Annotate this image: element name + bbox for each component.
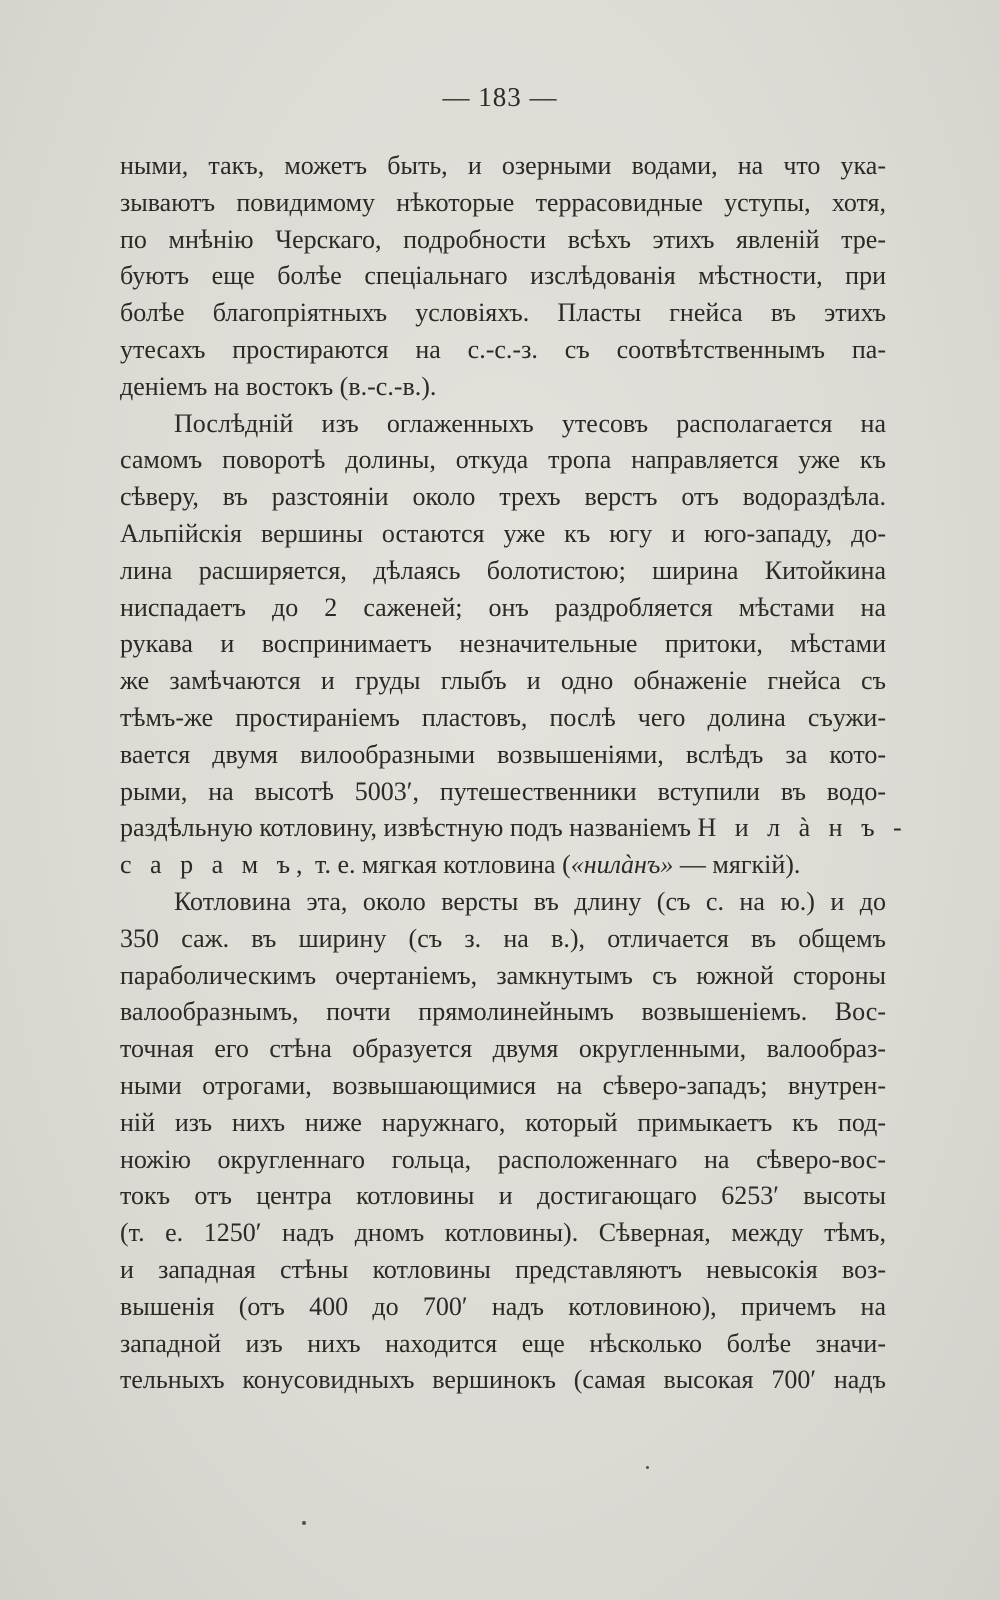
text-line: ножію округленнаго гольца, расположеннаго на сѣверо-вос- — [120, 1144, 886, 1174]
text-line: ниспадаетъ до 2 саженей; онъ раздробляется мѣстами на — [120, 592, 886, 622]
text-line: зываютъ повидимому нѣкоторые террасовидные уступы, хотя, — [120, 187, 886, 217]
text-line: же замѣчаются и груды глыбъ и одно обнаженіе гнейса съ — [120, 666, 886, 696]
text-line: буютъ еще болѣе спеціальнаго изслѣдованія мѣстности, при — [120, 261, 886, 291]
paper-speck — [302, 1521, 306, 1525]
text-line: ными отрогами, возвышающимися на сѣверо-западъ; внутрен- — [120, 1070, 886, 1100]
text-line: тѣмъ-же простираніемъ пластовъ, послѣ чего долина съужи- — [120, 702, 886, 732]
text-line: токъ отъ центра котловины и достигающаго 6253′ высоты — [120, 1181, 886, 1211]
paper-speck — [646, 1466, 649, 1469]
text-line: ній изъ нихъ ниже наружнаго, который примыкаетъ къ под- — [120, 1107, 886, 1137]
text-line: лина расширяется, дѣлаясь болотистою; ширина Китойкина — [120, 555, 886, 585]
text-line: и западная стѣны котловины представляютъ невысокія воз- — [120, 1254, 886, 1284]
text-line: валообразнымъ, почти прямолинейнымъ возвышеніемъ. Вос- — [120, 997, 886, 1027]
text-line: точная его стѣна образуется двумя округленными, валообраз- — [120, 1034, 886, 1064]
text-line: по мнѣнію Черскаго, подробности всѣхъ этихъ явленій тре- — [120, 224, 886, 254]
text-line: тельныхъ конусовидныхъ вершинокъ (самая высокая 700′ надъ — [120, 1365, 886, 1395]
text-line: 350 саж. въ ширину (съ з. на в.), отличается въ общемъ — [120, 923, 886, 953]
text-line: рыми, на высотѣ 5003′, путешественники вступили въ водо- — [120, 776, 886, 806]
body-text — [120, 148, 908, 1399]
text-line: западной изъ нихъ находится еще нѣсколько болѣе значи- — [120, 1328, 886, 1358]
text-line: деніемъ на востокъ (в.-с.-в.). — [120, 371, 437, 401]
text-line: вается двумя вилообразными возвышеніями, вслѣдъ за кото- — [120, 739, 886, 769]
text-line: ными, такъ, можетъ быть, и озерными водами, на что ука- — [120, 151, 886, 180]
italic-term: «нилàнъ» — [570, 850, 674, 880]
spaced-name: с а р а м ъ, — [120, 850, 309, 880]
text-line: утесахъ простираются на с.-с.-з. съ соотвѣтственнымъ па- — [120, 334, 886, 364]
text-line — [120, 810, 908, 847]
line-text: — мягкій). — [673, 850, 801, 880]
paragraph-start: Котловина эта, около версты въ длину (съ с. на ю.) и до — [174, 886, 886, 916]
text-line: болѣе благопріятныхъ условіяхъ. Пласты гнейса въ этихъ — [120, 298, 886, 328]
text-line: самомъ поворотѣ долины, откуда тропа направляется уже къ — [120, 445, 886, 475]
text-line: параболическимъ очертаніемъ, замкнутымъ съ южной стороны — [120, 960, 886, 990]
page-number: — 183 — — [442, 82, 558, 112]
text-line: Альпійскія вершины остаются уже къ югу и юго-западу, до- — [120, 518, 886, 548]
text-line — [120, 847, 886, 884]
line-text: раздѣльную котловину, извѣстную подъ названіемъ — [120, 813, 691, 843]
text-line: вышенія (отъ 400 до 700′ надъ котловиною), причемъ на — [120, 1291, 886, 1321]
text-line: сѣверу, въ разстояніи около трехъ верстъ отъ водораздѣла. — [120, 482, 886, 512]
text-line: рукава и воспринимаетъ незначительные притоки, мѣстами — [120, 629, 886, 659]
paragraph-start: Послѣдній изъ оглаженныхъ утесовъ располагается на — [174, 408, 886, 438]
line-text: т. е. мягкая котловина ( — [308, 850, 571, 880]
text-line: (т. е. 1250′ надъ дномъ котловины). Сѣверная, между тѣмъ, — [120, 1218, 886, 1248]
spaced-name: Н и л à н ъ - — [697, 813, 908, 843]
